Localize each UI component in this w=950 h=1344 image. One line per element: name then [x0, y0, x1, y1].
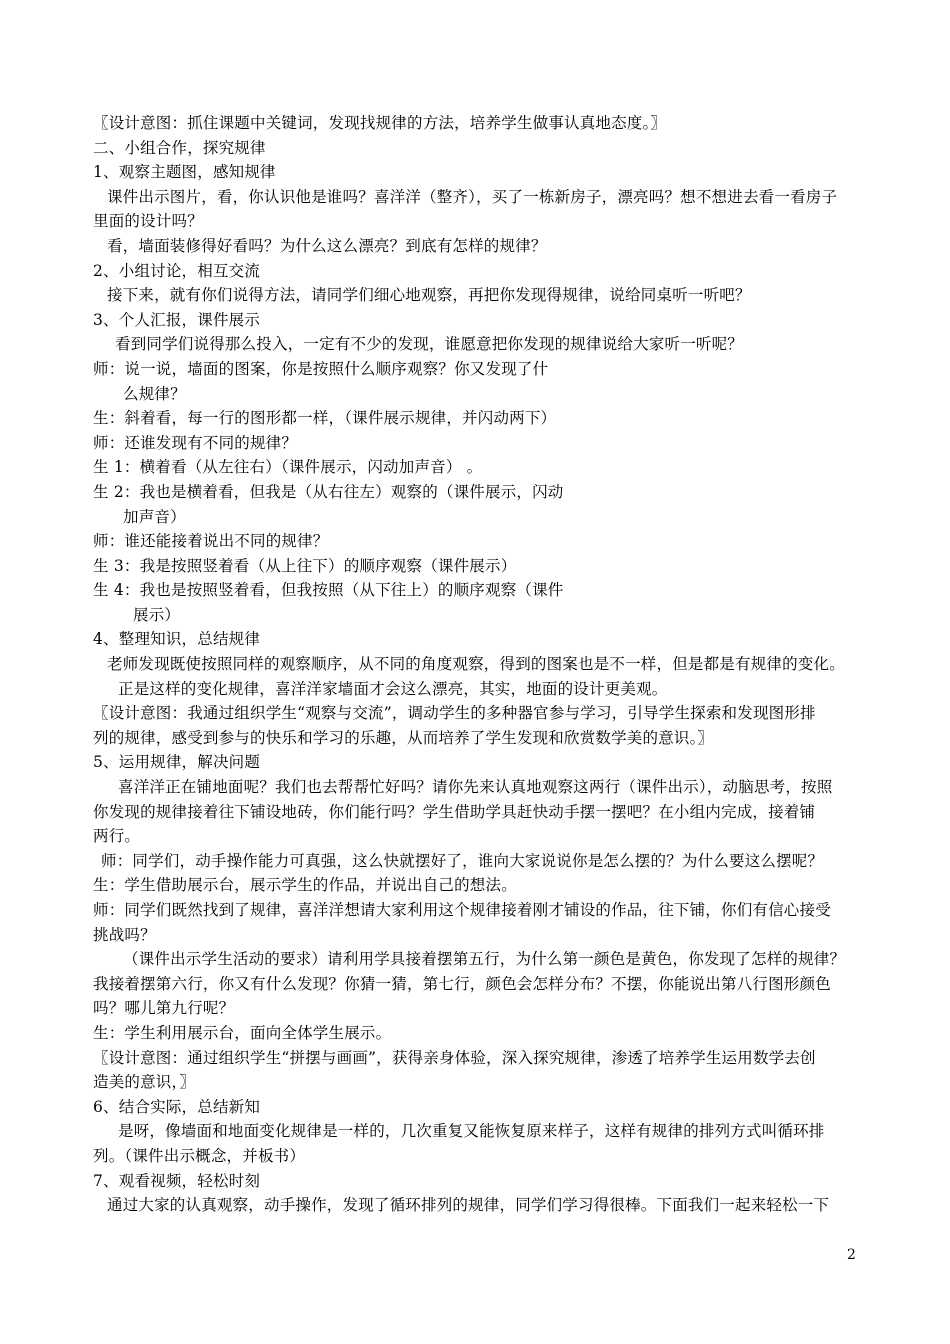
text-line: 看，墙面装修得好看吗？为什么这么漂亮？到底有怎样的规律？	[107, 236, 547, 255]
text-line: 生 3：我是按照竖着看（从上往下）的顺序观察（课件展示）	[93, 556, 517, 575]
text-line: 展示）	[133, 605, 181, 624]
text-line: 正是这样的变化规律，喜洋洋家墙面才会这么漂亮，其实，地面的设计更美观。	[118, 679, 668, 698]
page-number: 2	[847, 1247, 856, 1263]
text-line: 师：说一说，墙面的图案，你是按照什么顺序观察？你又发现了什	[93, 359, 549, 378]
text-line: 师：同学们既然找到了规律，喜洋洋想请大家利用这个规律接着刚才铺设的作品，往下铺，你们有信心接受	[93, 901, 831, 919]
text-line: 〖设计意图：通过组织学生“拼摆与画画”，获得亲身体验，深入探究规律，渗透了培养学生运用数学去创	[93, 1048, 816, 1067]
text-line: 列的规律，感受到参与的快乐和学习的乐趣，从而培养了学生发现和欣赏数学美的意识。〗	[93, 728, 714, 747]
text-line: 加声音）	[123, 507, 186, 526]
text-line: 二、小组合作，探究规律	[93, 138, 266, 157]
text-line: 师：同学们，动手操作能力可真强，这么快就摆好了，谁向大家说说你是怎么摆的？为什么要这么摆呢？	[101, 851, 824, 870]
text-line: 生：学生借助展示台，展示学生的作品，并说出自己的想法。	[93, 876, 517, 895]
text-line: 我接着摆第六行，你又有什么发现？你猜一猜，第七行，颜色会怎样分布？不摆，你能说出第八行图形颜色	[93, 974, 831, 993]
text-line: 课件出示图片，看，你认识他是谁吗？喜洋洋（整齐），买了一栋新房子，漂亮吗？想不想进去看一看房子	[107, 187, 838, 206]
text-line: 3、个人汇报，课件展示	[93, 310, 261, 329]
text-line: 看到同学们说得那么投入，一定有不少的发现，谁愿意把你发现的规律说给大家听一听呢？	[115, 335, 744, 354]
text-line: 通过大家的认真观察，动手操作，发现了循环排列的规律，同学们学习得很棒。下面我们一起来轻松一下	[107, 1196, 830, 1215]
text-line: 生：斜着看，每一行的图形都一样，（课件展示规律，并闪动两下）	[93, 409, 557, 428]
text-line: 两行。	[93, 827, 141, 846]
text-line: 列。（课件出示概念，并板书）	[93, 1146, 306, 1165]
text-line: 生：学生利用展示台，面向全体学生展示。	[93, 1023, 392, 1042]
text-line: 师：谁还能接着说出不同的规律？	[93, 532, 329, 551]
text-line: 〖设计意图：抓住课题中关键词，发现找规律的方法，培养学生做事认真地态度。〗	[93, 114, 667, 132]
text-line: 6、结合实际，总结新知	[93, 1097, 261, 1116]
text-line: 吗？哪儿第九行呢？	[93, 999, 235, 1018]
text-line: 1、观察主题图，感知规律	[93, 163, 276, 182]
text-line: 生 1：横着看（从左往右）（课件展示，闪动加声音） 。	[93, 458, 483, 477]
document-page	[93, 111, 873, 1218]
text-line: 么规律？	[123, 384, 186, 403]
text-line: 4、整理知识，总结规律	[93, 630, 261, 649]
text-line: 生 2：我也是横着看，但我是（从右往左）观察的（课件展示，闪动	[93, 482, 564, 501]
text-line: 里面的设计吗？	[93, 212, 203, 231]
text-line: （课件出示学生活动的要求）请利用学具接着摆第五行，为什么第一颜色是黄色，你发现了怎样的规律？	[123, 950, 846, 969]
text-line: 你发现的规律接着往下铺设地砖，你们能行吗？学生借助学具赶快动手摆一摆吧？在小组内完成，接着铺	[93, 802, 816, 821]
text-line: 造美的意识，〗	[93, 1073, 196, 1092]
text-line: 师：还谁发现有不同的规律？	[93, 433, 298, 452]
text-line: 喜洋洋正在铺地面呢？我们也去帮帮忙好吗？请你先来认真地观察这两行（课件出示），动脑思考，按照	[118, 778, 833, 797]
text-line: 接下来，就有你们说得方法，请同学们细心地观察，再把你发现得规律，说给同桌听一听吧？	[107, 286, 751, 305]
text-line: 2、小组讨论，相互交流	[93, 261, 261, 280]
text-line: 生 4：我也是按照竖着看，但我按照（从下往上）的顺序观察（课件	[93, 581, 564, 600]
text-line: 〖设计意图：我通过组织学生“观察与交流”，调动学生的多种器官参与学习，引导学生探索和发现图形排	[93, 704, 816, 723]
text-line: 挑战吗？	[93, 925, 156, 944]
text-line: 老师发现既使按照同样的观察顺序，从不同的角度观察，得到的图案也是不一样，但是都是有规律的变化。	[107, 655, 845, 674]
text-line: 是呀，像墙面和地面变化规律是一样的，几次重复又能恢复原来样子，这样有规律的排列方式叫循环排	[118, 1122, 825, 1141]
text-line: 7、观看视频，轻松时刻	[93, 1171, 261, 1190]
text-line: 5、运用规律，解决问题	[93, 753, 261, 772]
